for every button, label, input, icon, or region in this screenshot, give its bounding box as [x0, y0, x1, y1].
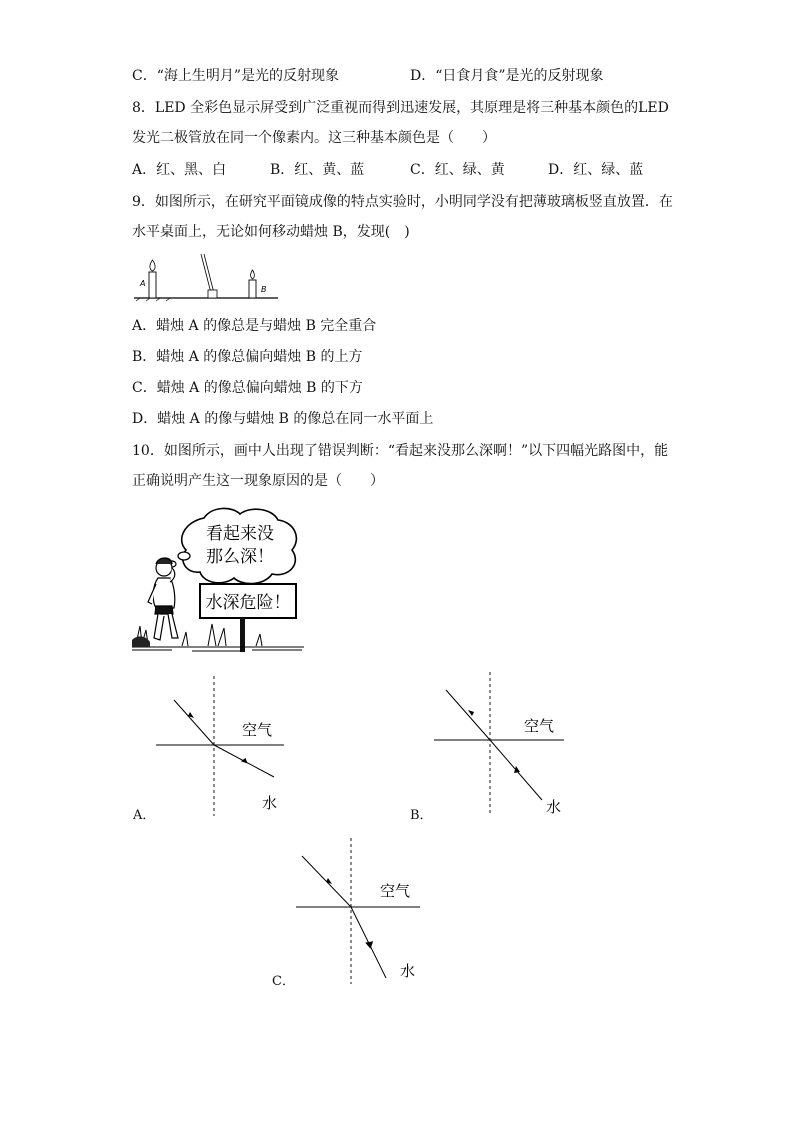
q8-option-b: B．红、黄、蓝 — [270, 162, 365, 178]
q9-stem-line2: 水平桌面上，无论如何移动蜡烛 B，发现( ) — [132, 224, 410, 240]
diagram-c-option-label: C． — [272, 974, 295, 989]
plate-holder-icon — [208, 290, 217, 298]
incident-ray — [174, 700, 214, 745]
q8-stem-line2: 发光二极管放在同一个像素内。这三种基本颜色是（ ） — [132, 130, 496, 146]
diagram-b — [430, 672, 570, 818]
candle-a-icon — [149, 272, 156, 298]
candle-b-label: B — [261, 285, 267, 294]
air-label: 空气 — [524, 717, 555, 735]
diagram-a — [150, 676, 290, 818]
air-label: 空气 — [242, 721, 273, 739]
water-label: 水 — [546, 798, 562, 816]
arrow-icon — [514, 766, 520, 773]
q9-option-b: B．蜡烛 A 的像总偏向蜡烛 B 的上方 — [132, 349, 363, 365]
ground-lines — [132, 647, 304, 651]
arrow-icon — [468, 710, 474, 716]
person-icon — [148, 558, 178, 640]
refracted-ray — [446, 690, 490, 740]
diagram-b-option-label: B． — [410, 808, 433, 823]
q10-stem-line2: 正确说明产生这一现象原因的是（ ） — [132, 473, 384, 489]
candle-b-flame-icon — [251, 270, 255, 279]
warning-sign-text: 水深危险！ — [205, 593, 291, 613]
candle-a-flame-icon — [150, 260, 155, 271]
q9-stem-line1: 9．如图所示，在研究平面镜成像的特点实验时，小明同学没有把薄玻璃板竖直放置．在 — [132, 194, 673, 210]
bubble-dot-large — [178, 552, 190, 560]
diagram-a-option-label: A． — [133, 808, 156, 823]
q8-option-a: A．红、黑、白 — [132, 162, 227, 178]
q8-option-c: C．红、绿、黄 — [410, 162, 505, 178]
q9-option-a: A．蜡烛 A 的像总是与蜡烛 B 完全重合 — [132, 318, 377, 334]
thought-bubble — [182, 508, 297, 583]
bubble-text-line2: 那么深！ — [206, 547, 274, 567]
q7-option-d: D．“日食月食”是光的反射现象 — [410, 68, 604, 84]
diagram-c — [292, 838, 432, 984]
q8-option-d: D．红、绿、蓝 — [548, 162, 644, 178]
candle-a-label: A — [140, 279, 146, 288]
q8-stem-line1: 8．LED 全彩色显示屏受到广泛重视而得到迅速发展，其原理是将三种基本颜色的LED — [132, 100, 669, 116]
q10-stem-line1: 10．如图所示，画中人出现了错误判断：“看起来没那么深啊！”以下四幅光路图中，能 — [132, 443, 669, 459]
q7-option-c: C．“海上生明月”是光的反射现象 — [132, 68, 340, 84]
water-label: 水 — [262, 794, 278, 812]
q9-candle-figure — [132, 252, 282, 302]
water-label: 水 — [400, 962, 416, 980]
bubble-text-line1: 看起来没 — [206, 524, 274, 544]
arrow-icon — [364, 939, 373, 949]
arrow-icon — [326, 878, 332, 884]
candle-b-icon — [249, 280, 256, 298]
air-label: 空气 — [380, 882, 411, 900]
q10-cartoon — [132, 506, 304, 656]
q9-option-c: C．蜡烛 A 的像总偏向蜡烛 B 的下方 — [132, 380, 363, 396]
q9-option-d: D．蜡烛 A 的像与蜡烛 B 的像总在同一水平面上 — [132, 411, 434, 427]
